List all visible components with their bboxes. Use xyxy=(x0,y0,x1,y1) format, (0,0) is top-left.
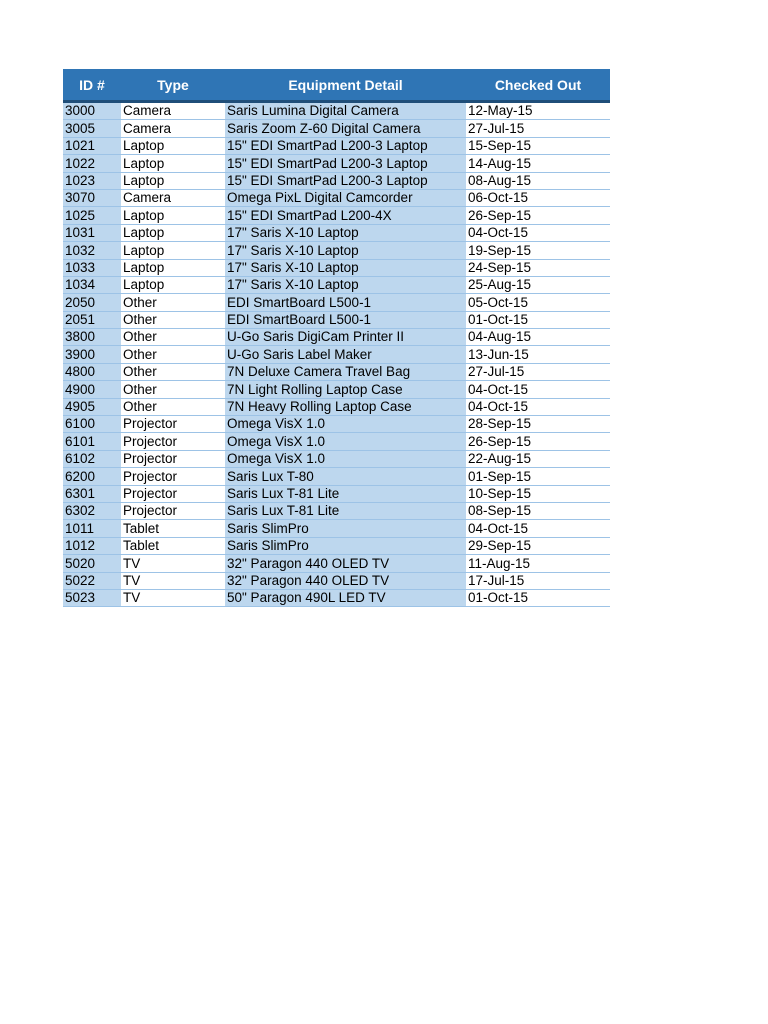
cell-type[interactable]: Projector xyxy=(121,502,225,519)
table-row xyxy=(63,485,610,502)
cell-checked-out[interactable]: 01-Sep-15 xyxy=(466,468,610,485)
cell-equipment-detail[interactable]: 7N Heavy Rolling Laptop Case xyxy=(225,398,466,415)
table-row xyxy=(63,381,610,398)
cell-id[interactable]: 1012 xyxy=(63,537,121,554)
header-checked-out[interactable]: Checked Out xyxy=(466,69,610,102)
cell-type[interactable]: Other xyxy=(121,346,225,363)
equipment-table xyxy=(63,69,610,607)
cell-id[interactable]: 1033 xyxy=(63,259,121,276)
cell-checked-out[interactable]: 04-Oct-15 xyxy=(466,520,610,537)
cell-id[interactable]: 1034 xyxy=(63,276,121,293)
table-row xyxy=(63,363,610,380)
cell-checked-out[interactable]: 26-Sep-15 xyxy=(466,433,610,450)
cell-checked-out[interactable]: 04-Oct-15 xyxy=(466,398,610,415)
table-row xyxy=(63,189,610,206)
table-row xyxy=(63,311,610,328)
table-row xyxy=(63,120,610,137)
cell-id[interactable]: 1021 xyxy=(63,137,121,154)
table-row xyxy=(63,450,610,467)
cell-id[interactable]: 1023 xyxy=(63,172,121,189)
table-row xyxy=(63,259,610,276)
cell-equipment-detail[interactable]: Omega VisX 1.0 xyxy=(225,416,466,433)
cell-equipment-detail[interactable]: U-Go Saris DigiCam Printer II xyxy=(225,329,466,346)
cell-equipment-detail[interactable]: 17" Saris X-10 Laptop xyxy=(225,224,466,241)
cell-id[interactable]: 4900 xyxy=(63,381,121,398)
cell-checked-out[interactable]: 14-Aug-15 xyxy=(466,155,610,172)
cell-id[interactable]: 6101 xyxy=(63,433,121,450)
cell-equipment-detail[interactable]: 32" Paragon 440 OLED TV xyxy=(225,555,466,572)
table-row xyxy=(63,102,610,120)
table-row xyxy=(63,276,610,293)
table-row xyxy=(63,329,610,346)
cell-id[interactable]: 2051 xyxy=(63,311,121,328)
cell-id[interactable]: 4800 xyxy=(63,363,121,380)
cell-id[interactable]: 3900 xyxy=(63,346,121,363)
cell-equipment-detail[interactable]: 32" Paragon 440 OLED TV xyxy=(225,572,466,589)
cell-equipment-detail[interactable]: 17" Saris X-10 Laptop xyxy=(225,259,466,276)
table-row xyxy=(63,207,610,224)
cell-equipment-detail[interactable]: Omega VisX 1.0 xyxy=(225,450,466,467)
table-row xyxy=(63,555,610,572)
table-row xyxy=(63,294,610,311)
table-row xyxy=(63,416,610,433)
table-row xyxy=(63,502,610,519)
cell-equipment-detail[interactable]: Omega PixL Digital Camcorder xyxy=(225,189,466,206)
cell-equipment-detail[interactable]: Saris SlimPro xyxy=(225,537,466,554)
cell-id[interactable]: 5020 xyxy=(63,555,121,572)
cell-equipment-detail[interactable]: 7N Deluxe Camera Travel Bag xyxy=(225,363,466,380)
cell-type[interactable]: Projector xyxy=(121,433,225,450)
cell-checked-out[interactable]: 01-Oct-15 xyxy=(466,311,610,328)
cell-type[interactable]: Projector xyxy=(121,468,225,485)
cell-id[interactable]: 1032 xyxy=(63,242,121,259)
cell-id[interactable]: 3000 xyxy=(63,102,121,120)
table-row xyxy=(63,433,610,450)
cell-checked-out[interactable]: 19-Sep-15 xyxy=(466,242,610,259)
cell-checked-out[interactable]: 06-Oct-15 xyxy=(466,189,610,206)
cell-type[interactable]: Laptop xyxy=(121,224,225,241)
cell-equipment-detail[interactable]: Saris Lumina Digital Camera xyxy=(225,102,466,120)
table-row xyxy=(63,346,610,363)
cell-equipment-detail[interactable]: 17" Saris X-10 Laptop xyxy=(225,242,466,259)
cell-checked-out[interactable]: 04-Oct-15 xyxy=(466,224,610,241)
cell-equipment-detail[interactable]: Saris Lux T-80 xyxy=(225,468,466,485)
cell-checked-out[interactable]: 24-Sep-15 xyxy=(466,259,610,276)
table-body xyxy=(63,102,610,607)
cell-type[interactable]: TV xyxy=(121,572,225,589)
cell-checked-out[interactable]: 29-Sep-15 xyxy=(466,537,610,554)
cell-equipment-detail[interactable]: 15" EDI SmartPad L200-3 Laptop xyxy=(225,137,466,154)
cell-checked-out[interactable]: 27-Jul-15 xyxy=(466,363,610,380)
cell-checked-out[interactable]: 17-Jul-15 xyxy=(466,572,610,589)
cell-equipment-detail[interactable]: 15" EDI SmartPad L200-4X xyxy=(225,207,466,224)
cell-id[interactable]: 3070 xyxy=(63,189,121,206)
table-row xyxy=(63,155,610,172)
cell-checked-out[interactable]: 11-Aug-15 xyxy=(466,555,610,572)
cell-equipment-detail[interactable]: 15" EDI SmartPad L200-3 Laptop xyxy=(225,155,466,172)
table-header xyxy=(63,69,610,102)
cell-equipment-detail[interactable]: Saris Lux T-81 Lite xyxy=(225,485,466,502)
header-row xyxy=(63,69,610,102)
cell-type[interactable]: Tablet xyxy=(121,520,225,537)
cell-equipment-detail[interactable]: U-Go Saris Label Maker xyxy=(225,346,466,363)
cell-id[interactable]: 6200 xyxy=(63,468,121,485)
cell-type[interactable]: Camera xyxy=(121,189,225,206)
cell-checked-out[interactable]: 28-Sep-15 xyxy=(466,416,610,433)
cell-id[interactable]: 6301 xyxy=(63,485,121,502)
cell-type[interactable]: Other xyxy=(121,381,225,398)
cell-type[interactable]: Other xyxy=(121,311,225,328)
table-row xyxy=(63,224,610,241)
cell-checked-out[interactable]: 01-Oct-15 xyxy=(466,589,610,606)
cell-type[interactable]: Projector xyxy=(121,416,225,433)
header-equipment-detail[interactable]: Equipment Detail xyxy=(225,69,466,102)
cell-id[interactable]: 4905 xyxy=(63,398,121,415)
table-row xyxy=(63,137,610,154)
table-row xyxy=(63,398,610,415)
cell-type[interactable]: Other xyxy=(121,398,225,415)
cell-equipment-detail[interactable]: 7N Light Rolling Laptop Case xyxy=(225,381,466,398)
cell-checked-out[interactable]: 22-Aug-15 xyxy=(466,450,610,467)
cell-id[interactable]: 5022 xyxy=(63,572,121,589)
table-row xyxy=(63,172,610,189)
cell-equipment-detail[interactable]: 17" Saris X-10 Laptop xyxy=(225,276,466,293)
cell-id[interactable]: 1022 xyxy=(63,155,121,172)
cell-checked-out[interactable]: 25-Aug-15 xyxy=(466,276,610,293)
cell-type[interactable]: Laptop xyxy=(121,207,225,224)
cell-checked-out[interactable]: 12-May-15 xyxy=(466,102,610,120)
cell-type[interactable]: Camera xyxy=(121,102,225,120)
table-row xyxy=(63,520,610,537)
table-row xyxy=(63,537,610,554)
cell-id[interactable]: 6302 xyxy=(63,502,121,519)
cell-checked-out[interactable]: 05-Oct-15 xyxy=(466,294,610,311)
cell-equipment-detail[interactable]: Omega VisX 1.0 xyxy=(225,433,466,450)
cell-id[interactable]: 3800 xyxy=(63,329,121,346)
cell-id[interactable]: 1025 xyxy=(63,207,121,224)
cell-checked-out[interactable]: 15-Sep-15 xyxy=(466,137,610,154)
cell-type[interactable]: Tablet xyxy=(121,537,225,554)
header-id[interactable]: ID # xyxy=(63,69,121,102)
cell-id[interactable]: 2050 xyxy=(63,294,121,311)
cell-type[interactable]: Other xyxy=(121,363,225,380)
cell-equipment-detail[interactable]: Saris Zoom Z-60 Digital Camera xyxy=(225,120,466,137)
cell-checked-out[interactable]: 26-Sep-15 xyxy=(466,207,610,224)
cell-type[interactable]: Other xyxy=(121,294,225,311)
cell-type[interactable]: Other xyxy=(121,329,225,346)
cell-id[interactable]: 6102 xyxy=(63,450,121,467)
cell-type[interactable]: Camera xyxy=(121,120,225,137)
cell-type[interactable]: Projector xyxy=(121,485,225,502)
cell-equipment-detail[interactable]: EDI SmartBoard L500-1 xyxy=(225,294,466,311)
cell-equipment-detail[interactable]: 15" EDI SmartPad L200-3 Laptop xyxy=(225,172,466,189)
cell-type[interactable]: Laptop xyxy=(121,172,225,189)
cell-type[interactable]: TV xyxy=(121,589,225,606)
cell-type[interactable]: Laptop xyxy=(121,137,225,154)
cell-id[interactable]: 3005 xyxy=(63,120,121,137)
cell-type[interactable]: Laptop xyxy=(121,155,225,172)
cell-type[interactable]: Laptop xyxy=(121,242,225,259)
cell-id[interactable]: 1011 xyxy=(63,520,121,537)
cell-checked-out[interactable]: 13-Jun-15 xyxy=(466,346,610,363)
cell-type[interactable]: TV xyxy=(121,555,225,572)
cell-checked-out[interactable]: 08-Aug-15 xyxy=(466,172,610,189)
table-row xyxy=(63,572,610,589)
cell-equipment-detail[interactable]: Saris SlimPro xyxy=(225,520,466,537)
cell-checked-out[interactable]: 10-Sep-15 xyxy=(466,485,610,502)
cell-equipment-detail[interactable]: EDI SmartBoard L500-1 xyxy=(225,311,466,328)
cell-checked-out[interactable]: 04-Aug-15 xyxy=(466,329,610,346)
cell-id[interactable]: 5023 xyxy=(63,589,121,606)
cell-id[interactable]: 1031 xyxy=(63,224,121,241)
table-row xyxy=(63,589,610,606)
cell-type[interactable]: Laptop xyxy=(121,276,225,293)
cell-type[interactable]: Laptop xyxy=(121,259,225,276)
cell-checked-out[interactable]: 04-Oct-15 xyxy=(466,381,610,398)
cell-checked-out[interactable]: 08-Sep-15 xyxy=(466,502,610,519)
cell-equipment-detail[interactable]: Saris Lux T-81 Lite xyxy=(225,502,466,519)
cell-id[interactable]: 6100 xyxy=(63,416,121,433)
cell-checked-out[interactable]: 27-Jul-15 xyxy=(466,120,610,137)
header-type[interactable]: Type xyxy=(121,69,225,102)
cell-equipment-detail[interactable]: 50" Paragon 490L LED TV xyxy=(225,589,466,606)
table-row xyxy=(63,468,610,485)
table-row xyxy=(63,242,610,259)
cell-type[interactable]: Projector xyxy=(121,450,225,467)
